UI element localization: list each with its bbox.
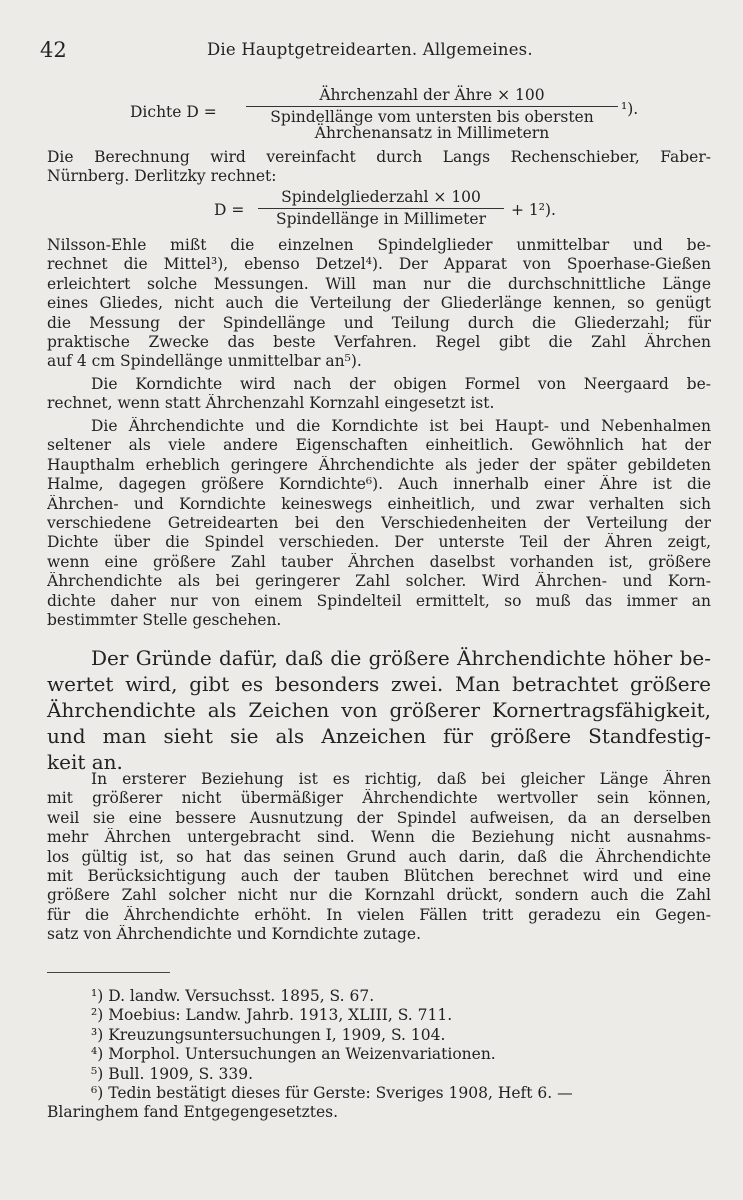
text-line: wenn eine größere Zahl tauber Ährchen daselbst vorhanden ist, größere <box>47 552 711 571</box>
formula-lhs: Dichte D = <box>130 103 217 121</box>
footnote-divider <box>47 972 170 973</box>
paragraph-erstere-beziehung <box>47 770 711 945</box>
text-line: Die Berechnung wird vereinfacht durch Langs Rechenschieber, Faber- <box>47 148 711 166</box>
text-line: eines Gliedes, nicht auch die Verteilung der Gliederlänge kennen, so genügt <box>47 294 711 313</box>
text-line: satz von Ährchendichte und Korndichte zutage. <box>47 925 422 944</box>
text-line: verschiedene Getreidearten bei den Verschiedenheiten der Verteilung der <box>47 514 711 533</box>
text-line: Haupthalm erheblich geringere Ährchendichte als jeder der später gebildeten <box>47 455 711 474</box>
footnote: ⁵) Bull. 1909, S. 339. <box>91 1064 254 1083</box>
paragraph-large-print <box>47 645 711 775</box>
text-line: auf 4 cm Spindellänge unmittelbar an⁵). <box>47 352 362 371</box>
text-line: Die Korndichte wird nach der obigen Formel von Neergaard be- <box>91 375 711 393</box>
text-line: größere Zahl solcher nicht nur die Kornzahl drückt, sondern auch die Zahl <box>47 886 711 905</box>
text-line: rechnet, wenn statt Ährchenzahl Kornzahl eingesetzt ist. <box>47 394 495 413</box>
text-line: Halme, dagegen größere Korndichte⁶). Auch innerhalb einer Ähre ist die <box>47 475 711 494</box>
footnote: ²) Moebius: Landw. Jahrb. 1913, XLIII, S. 711. <box>91 1006 453 1025</box>
formula-denominator-2: Ährchenansatz in Millimetern <box>314 124 550 142</box>
text-line: In ersterer Beziehung ist es richtig, daß bei gleicher Länge Ähren <box>91 770 711 788</box>
text-line: wertet wird, gibt es besonders zwei. Man betrachtet größere <box>47 672 711 696</box>
paragraph-haupthalm <box>47 417 711 630</box>
text-line: erleichtert solche Messungen. Will man nur die durchschnittliche Länge <box>47 274 711 293</box>
text-line: Ährchendichte als Zeichen von größerer Kornertragsfähigkeit, <box>47 698 711 722</box>
text-line: mit Berücksichtigung auch der tauben Blütchen berechnet wird und eine <box>47 867 711 886</box>
page-number: 42 <box>40 38 67 62</box>
paragraph-calculation <box>47 148 711 187</box>
fraction-bar <box>258 208 504 209</box>
text-line: mehr Ährchen untergebracht sind. Wenn die Beziehung nicht ausnahms- <box>47 828 711 847</box>
footnote-continuation: Blaringhem fand Entgegengesetztes. <box>47 1103 339 1122</box>
text-line: los gültig ist, so hat das seinen Grund auch darin, daß die Ährchendichte <box>47 847 711 866</box>
paragraph-nilsson-ehle <box>47 236 711 372</box>
footnote: ⁴) Morphol. Untersuchungen an Weizenvariationen. <box>91 1045 496 1064</box>
text-line: mit größerer nicht übermäßiger Ährchendichte wertvoller sein können, <box>47 789 711 808</box>
text-line: seltener als viele andere Eigenschaften einheitlich. Gewöhnlich hat der <box>47 436 711 455</box>
text-line: Der Gründe dafür, daß die größere Ährchendichte höher be- <box>91 646 711 670</box>
formula-denominator: Spindellänge in Millimeter <box>276 210 486 228</box>
paragraph-korndichte <box>47 375 711 414</box>
fraction-bar <box>246 106 618 107</box>
footnote: ⁶) Tedin bestätigt dieses für Gerste: Sveriges 1908, Heft 6. — <box>91 1084 573 1103</box>
text-line: für die Ährchendichte erhöht. In vielen Fällen tritt geradezu ein Gegen- <box>47 905 711 924</box>
formula-numerator: Spindelgliederzahl × 100 <box>281 188 481 206</box>
formula-derlitzky <box>0 188 743 234</box>
running-head: Die Hauptgetreidearten. Allgemeines. <box>207 40 533 59</box>
text-line: Die Ährchendichte und die Korndichte ist bei Haupt- und Nebenhalmen <box>91 417 711 435</box>
text-line: praktische Zwecke das beste Verfahren. Regel gibt die Zahl Ährchen <box>47 333 711 352</box>
formula-footnote-ref: ¹). <box>621 100 639 118</box>
formula-fraction <box>258 188 504 229</box>
formula-denominator-1: Spindellänge vom untersten bis obersten <box>270 108 594 126</box>
text-line: Nürnberg. Derlitzky rechnet: <box>47 167 277 186</box>
footnotes <box>47 987 711 1123</box>
text-line: keit an. <box>47 750 123 774</box>
text-line: Ährchen- und Korndichte keineswegs einheitlich, und zwar verhalten sich <box>47 494 711 513</box>
text-line: rechnet die Mittel³), ebenso Detzel⁴). Der Apparat von Spoerhase-Gießen <box>47 255 711 274</box>
formula-numerator: Ährchenzahl der Ähre × 100 <box>319 86 545 104</box>
text-line: Ährchendichte als bei geringerer Zahl solcher. Wird Ährchen- und Korn- <box>47 572 711 591</box>
text-line: die Messung der Spindellänge und Teilung durch die Gliederzahl; für <box>47 313 711 332</box>
text-line: bestimmter Stelle geschehen. <box>47 611 282 630</box>
text-line: und man sieht sie als Anzeichen für größere Standfestig- <box>47 724 711 748</box>
formula-fraction <box>246 86 618 143</box>
text-line: Dichte über die Spindel verschieden. Der unterste Teil der Ähren zeigt, <box>47 533 711 552</box>
text-line: weil sie eine bessere Ausnutzung der Spindel aufweisen, da an derselben <box>47 808 711 827</box>
page-header <box>40 38 703 66</box>
formula-density <box>0 86 743 148</box>
formula-lhs: D = <box>214 201 245 219</box>
text-line: dichte daher nur von einem Spindelteil ermittelt, so muß das immer an <box>47 591 711 610</box>
footnote: ³) Kreuzungsuntersuchungen I, 1909, S. 104. <box>91 1025 446 1044</box>
text-line: Nilsson-Ehle mißt die einzelnen Spindelglieder unmittelbar und be- <box>47 236 711 254</box>
footnote: ¹) D. landw. Versuchsst. 1895, S. 67. <box>91 987 375 1005</box>
formula-footnote-ref: + 1²). <box>511 201 556 219</box>
